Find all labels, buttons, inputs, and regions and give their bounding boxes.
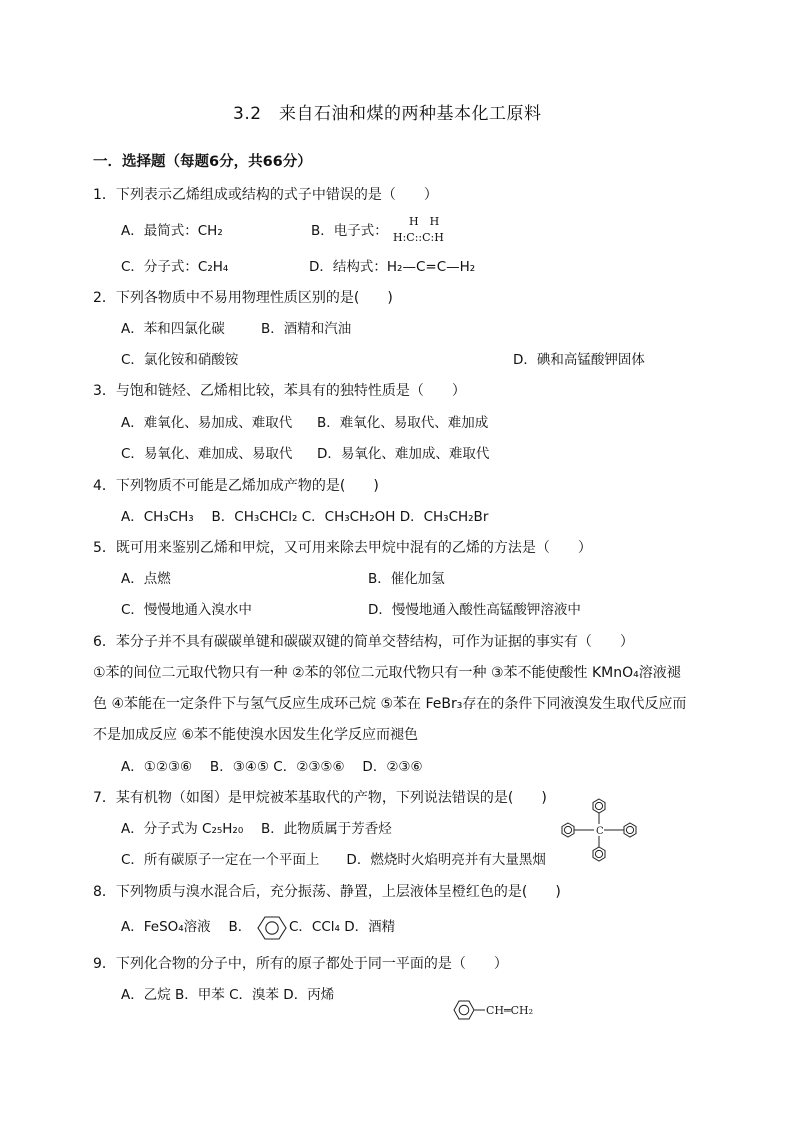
question-4-stem: 4．下列物质不可能是乙烯加成产物的是( ) (93, 478, 379, 494)
question-2-option-a: A．苯和四氯化碳 (121, 321, 225, 337)
question-5-stem: 5．既可用来鉴别乙烯和甲烷，又可用来除去甲烷中混有的乙烯的方法是（ ） (93, 540, 592, 556)
question-2-stem: 2．下列各物质中不易用物理性质区别的是( ) (93, 290, 393, 306)
question-6-options: A．①②③⑥ B．③④⑤ C．②③⑤⑥ D．②③⑥ (121, 759, 423, 775)
question-6-statement-line-2: 色 ④苯能在一定条件下与氢气反应生成环己烷 ⑤苯在 FeBr₃存在的条件下同液溴发生取代反应而 (93, 696, 687, 712)
question-3-stem: 3．与饱和链烃、乙烯相比较，苯具有的独特性质是（ ） (93, 383, 466, 399)
section-heading: 一．选择题（每题6分，共66分） (93, 154, 312, 170)
question-7-options-line-2: C．所有碳原子一定在一个平面上 D．燃烧时火焰明亮并有大量黑烟 (121, 852, 546, 868)
styrene-vinyl-label: CH═CH₂ (486, 1004, 534, 1017)
question-1-stem: 1．下列表示乙烯组成或结构的式子中错误的是（ ） (93, 187, 438, 203)
question-8-option-a: A．FeSO₄溶液 B． (121, 919, 252, 935)
styrene-structure (452, 998, 552, 1024)
benzene-ring-icon (257, 915, 287, 941)
question-6-statement-line-1: ①苯的间位二元取代物只有一种 ②苯的邻位二元取代物只有一种 ③苯不能使酸性 KMnO₄溶液褪 (93, 665, 681, 681)
question-3-option-b: B．难氧化、易取代、难加成 (317, 415, 489, 431)
question-5-option-a: A．点燃 (121, 571, 171, 587)
question-3-option-d: D．易氧化、难加成、难取代 (317, 446, 490, 462)
question-2-option-b: B．酒精和汽油 (261, 321, 352, 337)
tetraphenylmethane-structure (560, 796, 640, 864)
question-1-option-a: A．最简式：CH₂ (121, 223, 223, 239)
question-9-options: A．乙烷 B．甲苯 C．溴苯 D．丙烯 (121, 987, 335, 1003)
question-6-stem: 6．苯分子并不具有碳碳单键和碳碳双键的简单交替结构，可作为证据的事实有（ ） (93, 634, 634, 650)
question-2-option-d: D．碘和高锰酸钾固体 (513, 352, 645, 368)
question-3-option-a: A．难氧化、易加成、难取代 (121, 415, 293, 431)
question-7-stem: 7．某有机物（如图）是甲烷被苯基取代的产物，下列说法错误的是( ) (93, 790, 547, 806)
question-6-statement-line-3: 不是加成反应 ⑥苯不能使溴水因发生化学反应而褪色 (93, 727, 418, 743)
question-7-options-line-1: A．分子式为 C₂₅H₂₀ B．此物质属于芳香烃 (121, 821, 392, 837)
question-3-option-c: C．易氧化、难加成、易取代 (121, 446, 293, 462)
question-9-stem: 9．下列化合物的分子中，所有的原子都处于同一平面的是（ ） (93, 956, 508, 972)
page-title: 3.2 来自石油和煤的两种基本化工原料 (233, 104, 542, 124)
question-8-stem: 8．下列物质与溴水混合后，充分振荡、静置，上层液体呈橙红色的是( ) (93, 884, 561, 900)
electron-formula-top: H H (409, 215, 440, 228)
question-1-option-c: C．分子式：C₂H₄ (121, 259, 229, 275)
question-1-option-b: B．电子式： (311, 223, 388, 239)
question-8-option-rest: C．CCl₄ D．酒精 (289, 919, 396, 935)
question-5-option-c: C．慢慢地通入溴水中 (121, 602, 252, 618)
question-5-option-d: D．慢慢地通入酸性高锰酸钾溶液中 (368, 602, 581, 618)
question-1-option-d: D．结构式：H₂—C=C—H₂ (309, 259, 476, 275)
question-2-option-c: C．氯化铵和硝酸铵 (121, 352, 239, 368)
question-4-options: A．CH₃CH₃ B．CH₃CHCl₂ C．CH₃CH₂OH D．CH₃CH₂Br (121, 509, 489, 525)
question-5-option-b: B．催化加氢 (368, 571, 445, 587)
electron-formula-bottom: H:C::C:H (393, 231, 444, 244)
tetraphenylmethane-center-label: C (596, 826, 604, 837)
